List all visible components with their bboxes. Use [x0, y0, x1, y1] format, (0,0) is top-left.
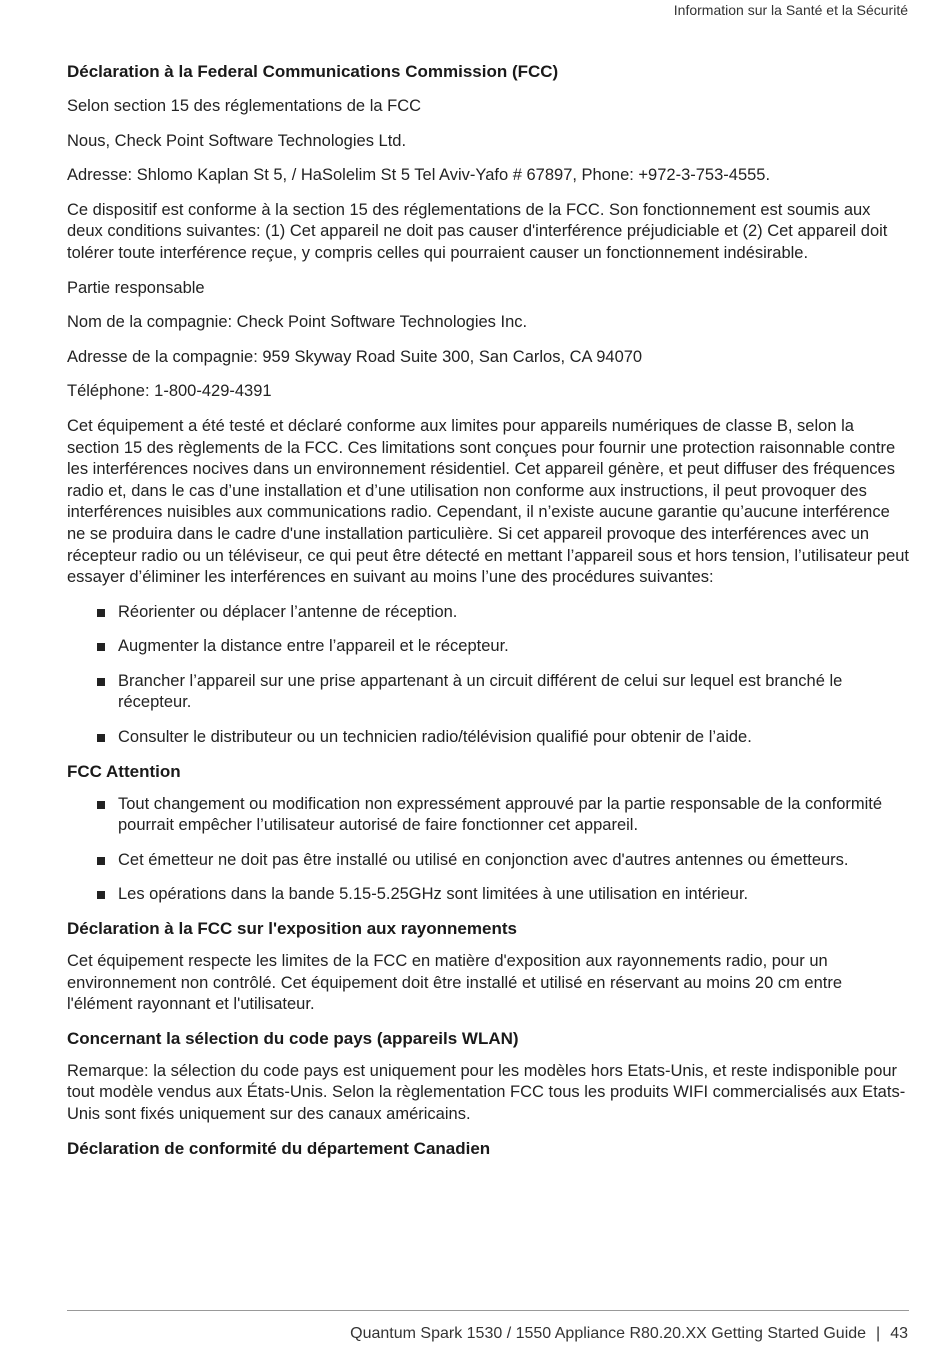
- bullet-list-attention: [67, 794, 909, 906]
- paragraph: Cet équipement a été testé et déclaré conforme aux limites pour appareils numériques de classe B, selon la section 15 des règlements de la FCC. Ces limitations sont conçues pour fournir une protection raisonnable contre les interférences nocives dans un environnement résidentiel. Cet appareil génère, et peut diffuser des fréquences radio et, dans le cas d’une installation et d’une utilisation non conforme aux instructions, il peut provoquer des interférences nuisibles aux communications radio. Cependant, il n’existe aucune garantie qu’aucune interférence ne se produira dans le cadre d'une installation particulière. Si cet appareil provoque des interférences avec un récepteur radio ou un téléviseur, ce qui peut être détecté en mettant l’appareil sous et hors tension, l’utilisateur peut essayer d’éliminer les interférences en suivant au moins l’une des procédures suivantes:: [67, 416, 910, 587]
- list-item-text: Les opérations dans la bande 5.15-5.25GHz sont limitées à une utilisation en intérieur.: [118, 885, 749, 904]
- bullet-list-procedures: [67, 602, 909, 749]
- list-item-text: Cet émetteur ne doit pas être installé ou utilisé en conjonction avec d'autres antennes ou émetteurs.: [118, 850, 849, 869]
- paragraph: Adresse: Shlomo Kaplan St 5, / HaSolelim St 5 Tel Aviv-Yafo # 67897, Phone: +972-3-753-4555.: [67, 166, 771, 185]
- list-item-text: Brancher l’appareil sur une prise appartenant à un circuit différent de celui sur lequel est branché le récepteur.: [118, 671, 843, 712]
- list-item: [67, 794, 909, 837]
- list-item-text: Tout changement ou modification non expressément approuvé par la partie responsable de la conformité pourrait empêcher l’utilisateur autorisé de faire fonctionner cet appareil.: [118, 794, 883, 835]
- square-bullet-icon: [97, 801, 105, 809]
- square-bullet-icon: [97, 643, 105, 651]
- document-body: [67, 56, 909, 1171]
- list-item: [67, 727, 909, 749]
- list-item-text: Augmenter la distance entre l’appareil et le récepteur.: [118, 637, 509, 656]
- paragraph: Nous, Check Point Software Technologies Ltd.: [67, 131, 407, 150]
- list-item: [67, 671, 909, 714]
- heading-canada: Déclaration de conformité du département Canadien: [67, 1138, 491, 1158]
- list-item: [67, 884, 909, 906]
- list-item-text: Réorienter ou déplacer l’antenne de réception.: [118, 602, 458, 621]
- heading-exposure: Déclaration à la FCC sur l'exposition aux rayonnements: [67, 919, 517, 939]
- list-item: [67, 602, 909, 624]
- square-bullet-icon: [97, 891, 105, 899]
- paragraph: Selon section 15 des réglementations de la FCC: [67, 97, 422, 115]
- list-item-text: Consulter le distributeur ou un technicien radio/télévision qualifié pour obtenir de l’aide.: [118, 728, 752, 747]
- paragraph: Adresse de la compagnie: 959 Skyway Road Suite 300, San Carlos, CA 94070: [67, 347, 643, 366]
- footer-divider: [67, 1310, 909, 1311]
- footer-separator: |: [876, 1325, 881, 1342]
- heading-country-code: Concernant la sélection du code pays (appareils WLAN): [67, 1028, 519, 1048]
- square-bullet-icon: [97, 609, 105, 617]
- page-header: Information sur la Santé et la Sécurité: [673, 2, 908, 18]
- heading-fcc-attention: FCC Attention: [67, 761, 181, 781]
- list-item: [67, 850, 909, 872]
- page-number: 43: [890, 1325, 908, 1342]
- paragraph: Partie responsable: [67, 278, 205, 297]
- page-footer: [350, 1325, 908, 1343]
- paragraph: Cet équipement respecte les limites de la FCC en matière d'exposition aux rayonnements radio, pour un environnement non contrôlé. Cet équipement doit être installé et utilisé en réservant au moins 20 cm entre l'élément rayonnant et l'utilisateur.: [67, 952, 843, 1014]
- paragraph: Nom de la compagnie: Check Point Software Technologies Inc.: [67, 313, 528, 332]
- heading-fcc-declaration: Déclaration à la Federal Communications Commission (FCC): [67, 62, 559, 81]
- paragraph: Ce dispositif est conforme à la section 15 des réglementations de la FCC. Son fonctionnement est soumis aux deux conditions suivantes: (1) Cet appareil ne doit pas causer d'interférence préjudiciable et (2) Cet appareil doit tolérer toute interférence reçue, y compris celles qui pourraient causer un fonctionnement indésirable.: [67, 200, 888, 262]
- square-bullet-icon: [97, 857, 105, 865]
- square-bullet-icon: [97, 678, 105, 686]
- footer-guide-title: Quantum Spark 1530 / 1550 Appliance R80.20.XX Getting Started Guide: [350, 1325, 867, 1342]
- paragraph: Téléphone: 1-800-429-4391: [67, 382, 272, 401]
- paragraph: Remarque: la sélection du code pays est uniquement pour les modèles hors Etats-Unis, et reste indisponible pour tout modèle vendus aux États-Unis. Selon la règlementation FCC tous les produits WIFI commercialisés aux Etats-Unis sont fixés uniquement sur des canaux américains.: [67, 1061, 906, 1123]
- square-bullet-icon: [97, 734, 105, 742]
- list-item: [67, 636, 909, 658]
